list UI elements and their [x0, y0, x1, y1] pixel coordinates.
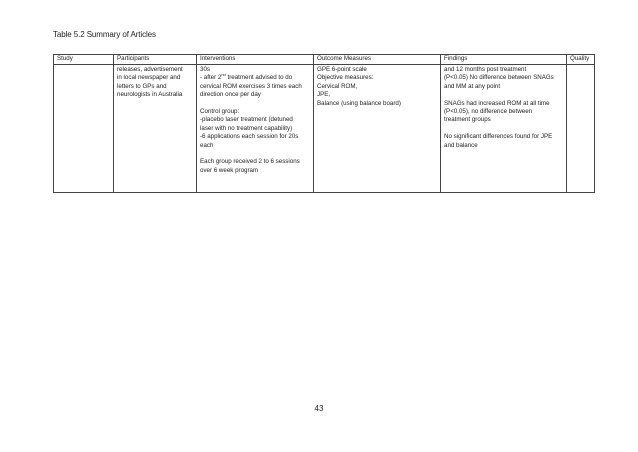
- interventions-line: Each group received 2 to 6 sessions: [200, 158, 300, 166]
- participants-line: letters to GPs and: [117, 82, 167, 90]
- spacer: [200, 150, 310, 158]
- interventions-line: over 6 week program: [200, 166, 259, 174]
- cell-interventions: [197, 65, 314, 193]
- cell-participants: [114, 65, 197, 193]
- outcome-line: JPE,: [317, 91, 331, 99]
- outcome-line: Balance (using balance board): [317, 99, 401, 107]
- cell-quality: [567, 65, 595, 193]
- findings-line: (P<0.05), no difference between: [444, 108, 533, 116]
- control-group-heading: Control group:: [200, 108, 240, 116]
- table-row: [54, 65, 595, 193]
- findings-line: (P<0.05) No difference between SNAGs: [444, 74, 554, 82]
- participants-line: neurologists in Australia: [117, 91, 183, 99]
- interventions-text: - after 2: [200, 74, 222, 82]
- findings-line: treatment groups: [444, 116, 491, 124]
- summary-table: [53, 54, 595, 193]
- interventions-text: treatment advised to do: [225, 74, 293, 82]
- participants-line: releases, advertisement: [117, 66, 183, 73]
- spacer: [444, 91, 563, 99]
- outcome-line: GPE 6-point scale: [317, 66, 367, 73]
- header-quality: Quality: [567, 55, 595, 65]
- interventions-line: 30s: [200, 66, 210, 73]
- header-findings: Findings: [441, 55, 567, 65]
- spacer: [200, 100, 310, 108]
- interventions-line: each: [200, 141, 214, 149]
- cell-findings: [441, 65, 567, 193]
- page-number: 43: [314, 404, 324, 413]
- outcome-line: Cervical ROM,: [317, 82, 358, 90]
- cell-outcome-measures: [314, 65, 441, 193]
- interventions-line: -placebo laser treatment (detuned: [200, 116, 293, 124]
- interventions-line: cervical ROM exercises 3 times each: [200, 82, 302, 90]
- participants-line: in local newspaper and: [117, 74, 181, 82]
- header-outcome-measures: Outcome Measures: [314, 55, 441, 65]
- findings-line: No significant differences found for JPE: [444, 133, 553, 141]
- outcome-line: Objective measures:: [317, 74, 374, 82]
- findings-line: and MM at any point: [444, 82, 501, 90]
- superscript: nd: [221, 72, 226, 78]
- table-header-row: [54, 55, 595, 65]
- interventions-line: direction once per day: [200, 91, 261, 99]
- spacer: [444, 125, 563, 133]
- findings-line: and balance: [444, 141, 478, 149]
- header-participants: Participants: [114, 55, 197, 65]
- interventions-line: -6 applications each session for 20s: [200, 133, 299, 141]
- findings-line: SNAGs had increased ROM at all time: [444, 99, 550, 107]
- cell-study: [54, 65, 114, 193]
- interventions-line: laser with no treatment capability): [200, 124, 293, 132]
- findings-line: and 12 months post treatment: [444, 66, 527, 73]
- table-caption: Table 5.2 Summary of Articles: [53, 30, 156, 39]
- interventions-line: [200, 74, 310, 82]
- header-study: Study: [54, 55, 114, 65]
- header-interventions: Interventions: [197, 55, 314, 65]
